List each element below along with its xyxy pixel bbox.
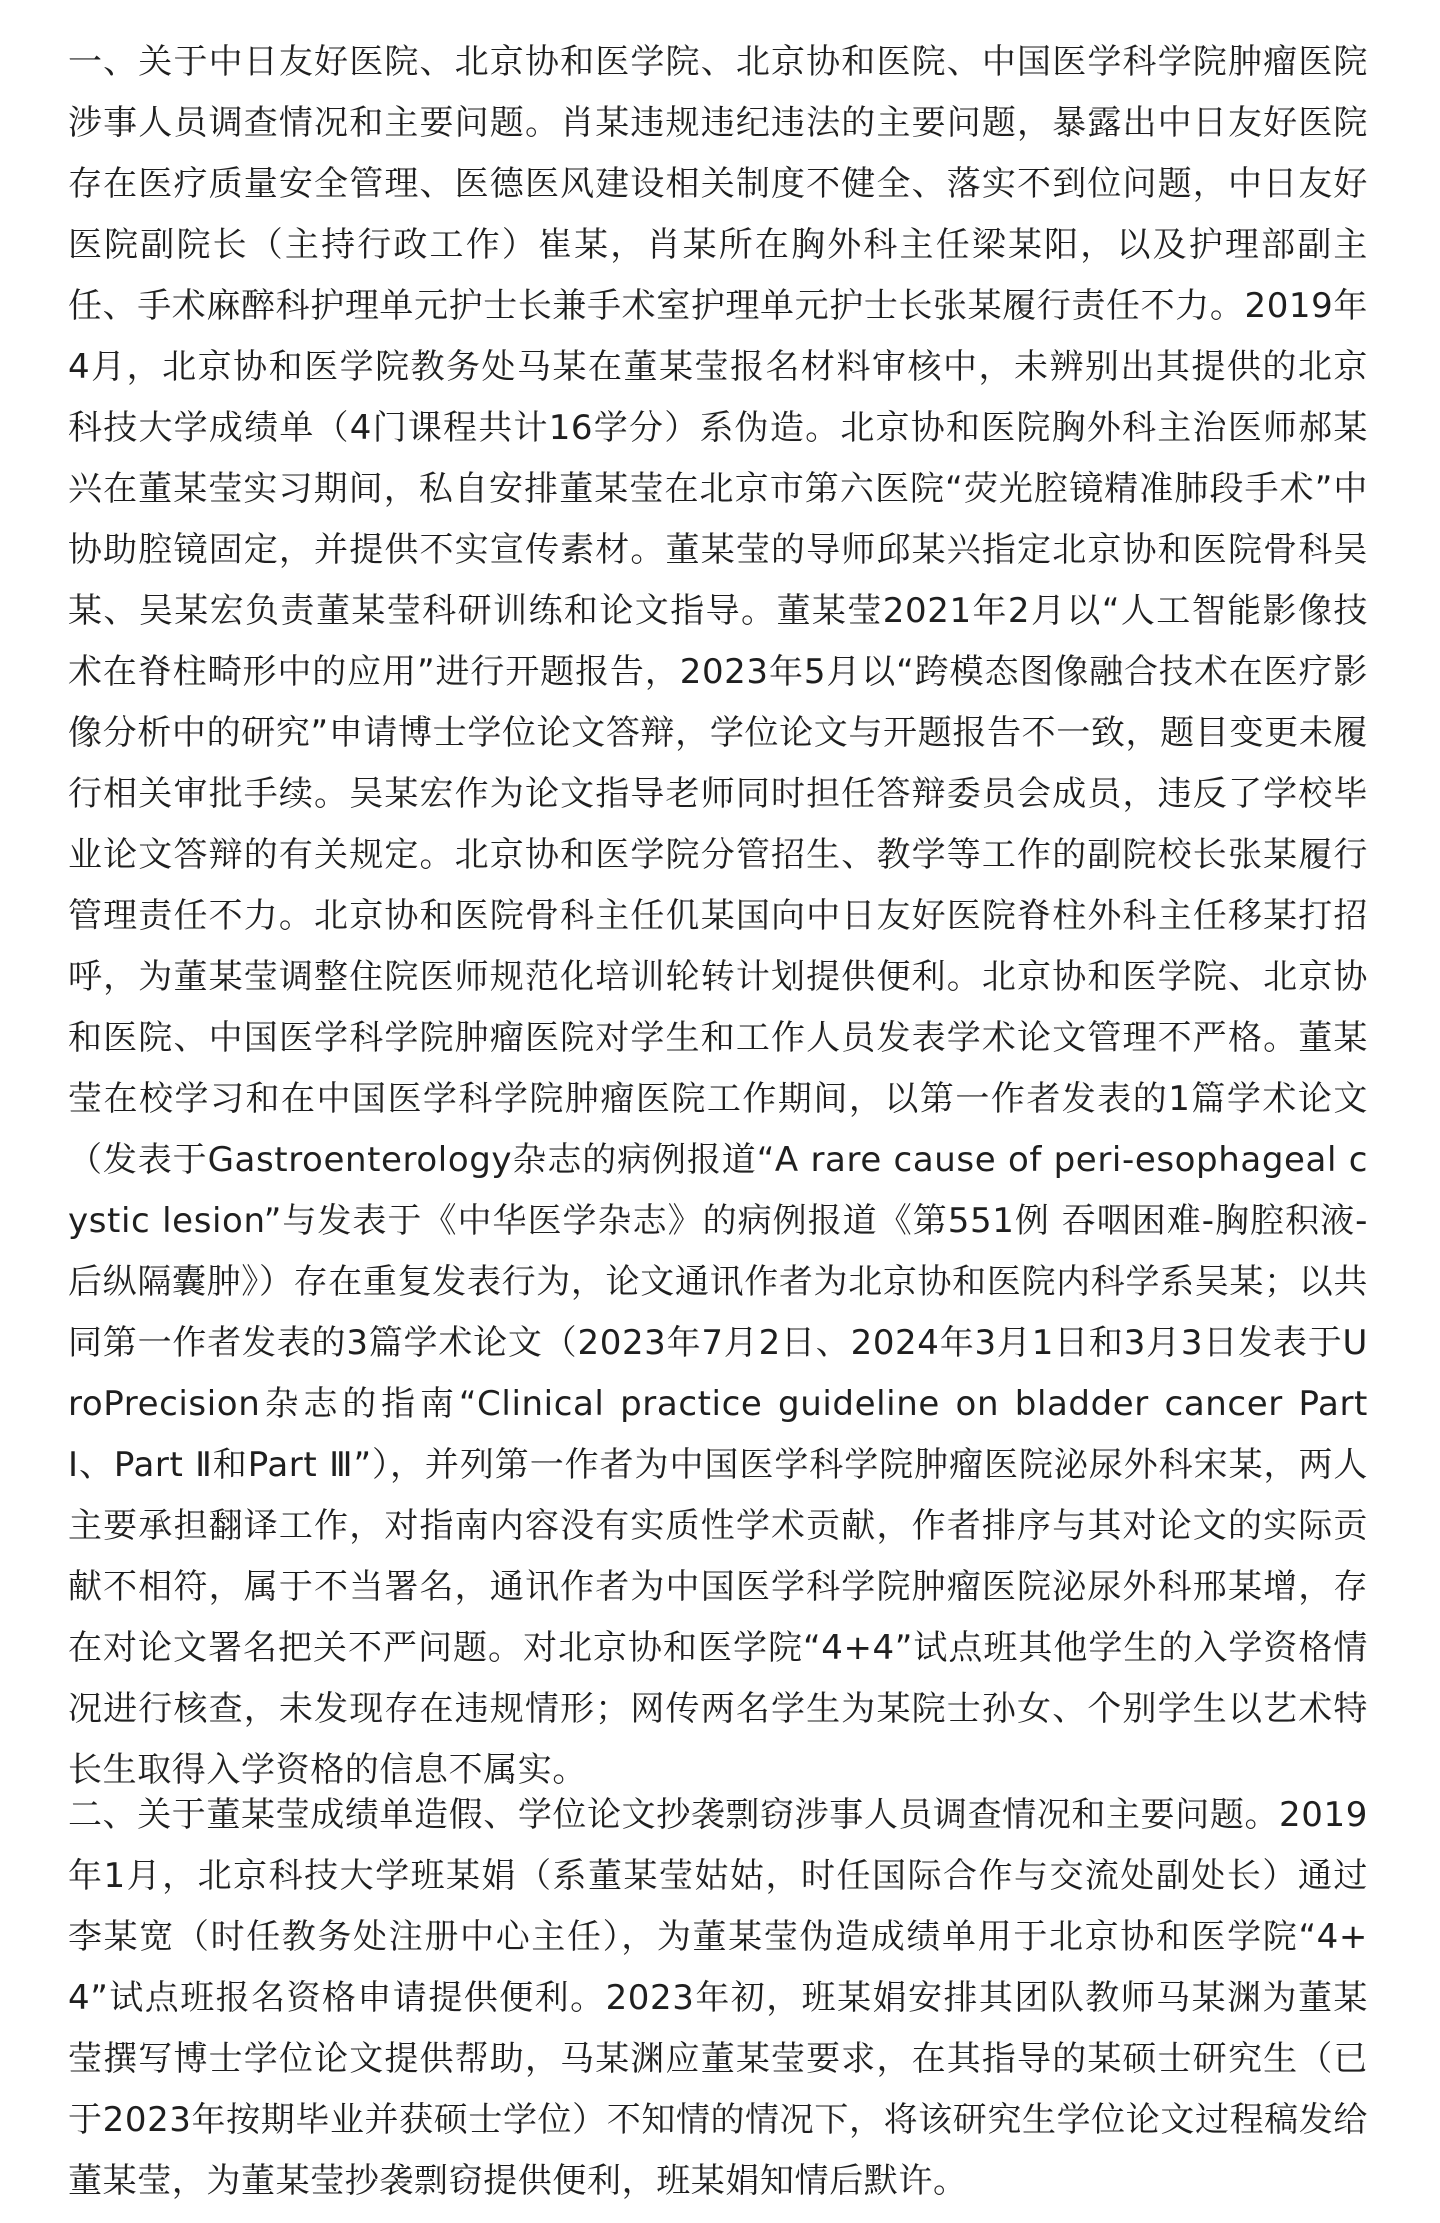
paragraph-section-two: 二、关于董某莹成绩单造假、学位论文抄袭剽窃涉事人员调查情况和主要问题。2019年1月，北京科技大学班某娟（系董某莹姑姑，时任国际合作与交流处副处长）通过李某宽（时任教务处注册中心主任），为董某莹伪造成绩单用于北京协和医学院“4+4”试点班报名资格申请提供便利。2023年初，班某娟安排其团队教师马某渊为董某莹撰写博士学位论文提供帮助，马某渊应董某莹要求，在其指导的某硕士研究生（已于2023年按期毕业并获硕士学位）不知情的情况下，将该研究生学位论文过程稿发给董某莹，为董某莹抄袭剽窃提供便利，班某娟知情后默许。 xyxy=(68,1795,1368,2201)
paragraph-section-one: 一、关于中日友好医院、北京协和医学院、北京协和医院、中国医学科学院肿瘤医院涉事人员调查情况和主要问题。肖某违规违纪违法的主要问题，暴露出中日友好医院存在医疗质量安全管理、医德医风建设相关制度不健全、落实不到位问题，中日友好医院副院长（主持行政工作）崔某，肖某所在胸外科主任梁某阳，以及护理部副主任、手术麻醉科护理单元护士长兼手术室护理单元护士长张某履行责任不力。2019年4月，北京协和医学院教务处马某在董某莹报名材料审核中，未辨别出其提供的北京科技大学成绩单（4门课程共计16学分）系伪造。北京协和医院胸外科主治医师郝某兴在董某莹实习期间，私自安排董某莹在北京市第六医院“荧光腔镜精准肺段手术”中协助腔镜固定，并提供不实宣传素材。董某莹的导师邱某兴指定北京协和医院骨科吴某、吴某宏负责董某莹科研训练和论文指导。董某莹2021年2月以“人工智能影像技术在脊柱畸形中的应用”进行开题报告，2023年5月以“跨模态图像融合技术在医疗影像分析中的研究”申请博士学位论文答辩，学位论文与开题报告不一致，题目变更未履行相关审批手续。吴某宏作为论文指导老师同时担任答辩委员会成员，违反了学校毕业论文答辩的有关规定。北京协和医学院分管招生、教学等工作的副院校长张某履行管理责任不力。北京协和医院骨科主任仉某国向中日友好医院脊柱外科主任移某打招呼，为董某莹调整住院医师规范化培训轮转计划提供便利。北京协和医学院、北京协和医院、中国医学科学院肿瘤医院对学生和工作人员发表学术论文管理不严格。董某莹在校学习和在中国医学科学院肿瘤医院工作期间，以第一作者发表的1篇学术论文（发表于Gastroenterology杂志的病例报道“A rare cause of peri-esophageal cystic lesion”与发表于《中华医学杂志》的病例报道《第551例 吞咽困难-胸腔积液-后纵隔囊肿》）存在重复发表行为，论文通讯作者为北京协和医院内科学系吴某；以共同第一作者发表的3篇学术论文（2023年7月2日、2024年3月1日和3月3日发表于UroPrecision杂志的指南“Clinical practice guideline on bladder cancer Part Ⅰ、Part Ⅱ和Part Ⅲ”），并列第一作者为中国医学科学院肿瘤医院泌尿外科宋某，两人主要承担翻译工作，对指南内容没有实质性学术贡献，作者排序与其对论文的实际贡献不相符，属于不当署名，通讯作者为中国医学科学院肿瘤医院泌尿外科邢某增，存在对论文署名把关不严问题。对北京协和医学院“4+4”试点班其他学生的入学资格情况进行核查，未发现存在违规情形；网传两名学生为某院士孙女、个别学生以艺术特长生取得入学资格的信息不属实。 xyxy=(68,42,1368,1790)
